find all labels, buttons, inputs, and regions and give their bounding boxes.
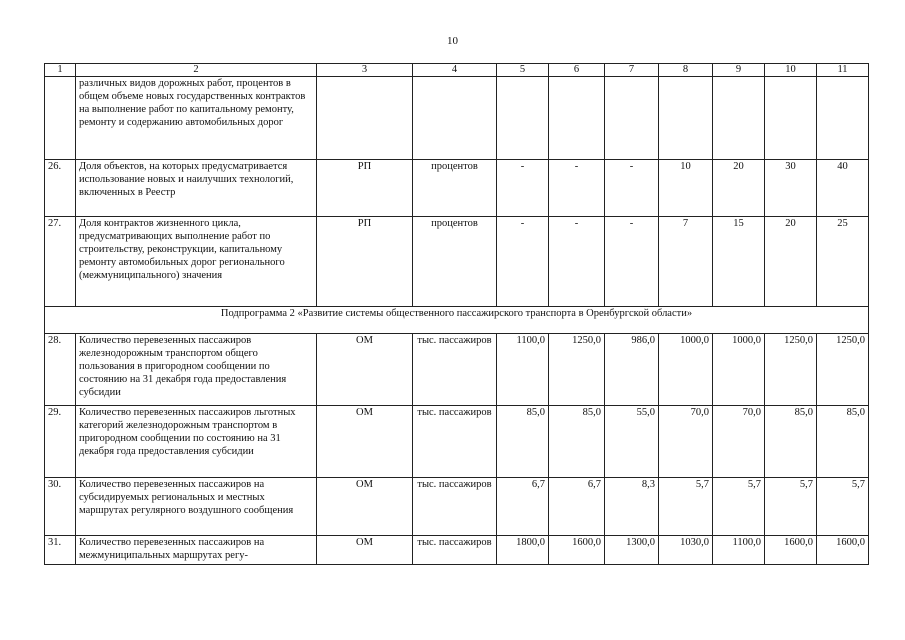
value-cell: 15 <box>713 217 765 307</box>
indicator-type: ОМ <box>317 536 413 565</box>
value-cell: 55,0 <box>605 406 659 478</box>
unit: тыс. пассажиров <box>413 334 497 406</box>
value-cell: 5,7 <box>817 478 869 536</box>
value-cell: - <box>605 217 659 307</box>
indicator-name: Количество перевезенных пассажиров железнодорожным транспортом общего пользования в пригородном сообщении по состоянию на 31 декабря года предоставления субсидии <box>76 334 317 406</box>
value-cell: 1600,0 <box>549 536 605 565</box>
value-cell: 1000,0 <box>659 334 713 406</box>
column-number: 11 <box>817 64 869 77</box>
value-cell: 5,7 <box>659 478 713 536</box>
column-number: 6 <box>549 64 605 77</box>
value-cell: 1100,0 <box>713 536 765 565</box>
column-number: 3 <box>317 64 413 77</box>
indicator-name: Количество перевезенных пассажиров льготных категорий железнодорожным транспортом в пригородном сообщении по состоянию на 31 декабря года предоставления субсидии <box>76 406 317 478</box>
value-cell: - <box>549 217 605 307</box>
table-row <box>45 406 869 478</box>
table-row <box>45 536 869 565</box>
unit: тыс. пассажиров <box>413 406 497 478</box>
table-row <box>45 217 869 307</box>
indicator-name: Доля контрактов жизненного цикла, предусматривающих выполнение работ по строительству, реконструкции, капитальному ремонту автомобильных дорог регионального (межмуниципального) значения <box>76 217 317 307</box>
table-row <box>45 160 869 217</box>
unit: процентов <box>413 217 497 307</box>
value-cell: - <box>497 160 549 217</box>
value-cell: 85,0 <box>817 406 869 478</box>
table-row <box>45 478 869 536</box>
indicators-table <box>44 63 869 565</box>
column-number: 7 <box>605 64 659 77</box>
value-cell: 5,7 <box>765 478 817 536</box>
value-cell: - <box>605 160 659 217</box>
value-cell: 1000,0 <box>713 334 765 406</box>
table-row <box>45 334 869 406</box>
indicator-type: ОМ <box>317 406 413 478</box>
value-cell: 6,7 <box>497 478 549 536</box>
row-number: 28. <box>45 334 76 406</box>
value-cell: 1100,0 <box>497 334 549 406</box>
value-cell: - <box>497 217 549 307</box>
subprogram-title: Подпрограмма 2 «Развитие системы общественного пассажирского транспорта в Оренбургской области» <box>45 307 869 334</box>
value-cell: 1600,0 <box>817 536 869 565</box>
row-number: 31. <box>45 536 76 565</box>
value-cell: 1800,0 <box>497 536 549 565</box>
column-number: 8 <box>659 64 713 77</box>
indicator-type: ОМ <box>317 334 413 406</box>
value-cell: 7 <box>659 217 713 307</box>
value-cell: 1300,0 <box>605 536 659 565</box>
subprogram-row <box>45 307 869 334</box>
value-cell: 5,7 <box>713 478 765 536</box>
value-cell: 20 <box>713 160 765 217</box>
column-number: 9 <box>713 64 765 77</box>
column-number: 1 <box>45 64 76 77</box>
value-cell: 85,0 <box>549 406 605 478</box>
column-number: 2 <box>76 64 317 77</box>
value-cell: 1250,0 <box>765 334 817 406</box>
indicator-name: Количество перевезенных пассажиров на межмуниципальных маршрутах регу- <box>76 536 317 565</box>
value-cell: - <box>549 160 605 217</box>
indicator-name: различных видов дорожных работ, процентов в общем объеме новых государственных контрактов на выполнение работ по капитальному ремонту, ремонту и содержанию автомобильных дорог <box>76 77 317 160</box>
value-cell: 986,0 <box>605 334 659 406</box>
value-cell: 30 <box>765 160 817 217</box>
value-cell: 25 <box>817 217 869 307</box>
indicator-name: Количество перевезенных пассажиров на субсидируемых региональных и местных маршрутах регулярного воздушного сообщения <box>76 478 317 536</box>
value-cell: 8,3 <box>605 478 659 536</box>
column-number: 5 <box>497 64 549 77</box>
table-row <box>45 77 869 160</box>
value-cell: 70,0 <box>713 406 765 478</box>
value-cell: 85,0 <box>497 406 549 478</box>
value-cell: 1600,0 <box>765 536 817 565</box>
value-cell: 85,0 <box>765 406 817 478</box>
value-cell: 1250,0 <box>549 334 605 406</box>
indicator-name: Доля объектов, на которых предусматривается использование новых и наилучших технологий, включенных в Реестр <box>76 160 317 217</box>
column-number: 10 <box>765 64 817 77</box>
unit: тыс. пассажиров <box>413 478 497 536</box>
row-number: 27. <box>45 217 76 307</box>
value-cell: 70,0 <box>659 406 713 478</box>
page-number: 10 <box>447 35 458 47</box>
column-number-row <box>45 64 869 77</box>
row-number: 30. <box>45 478 76 536</box>
unit: процентов <box>413 160 497 217</box>
value-cell: 1250,0 <box>817 334 869 406</box>
value-cell: 10 <box>659 160 713 217</box>
value-cell: 6,7 <box>549 478 605 536</box>
column-number: 4 <box>413 64 497 77</box>
value-cell: 1030,0 <box>659 536 713 565</box>
value-cell: 40 <box>817 160 869 217</box>
row-number: 26. <box>45 160 76 217</box>
indicator-type: ОМ <box>317 478 413 536</box>
row-number: 29. <box>45 406 76 478</box>
indicator-type: РП <box>317 217 413 307</box>
unit: тыс. пассажиров <box>413 536 497 565</box>
indicator-type: РП <box>317 160 413 217</box>
value-cell: 20 <box>765 217 817 307</box>
